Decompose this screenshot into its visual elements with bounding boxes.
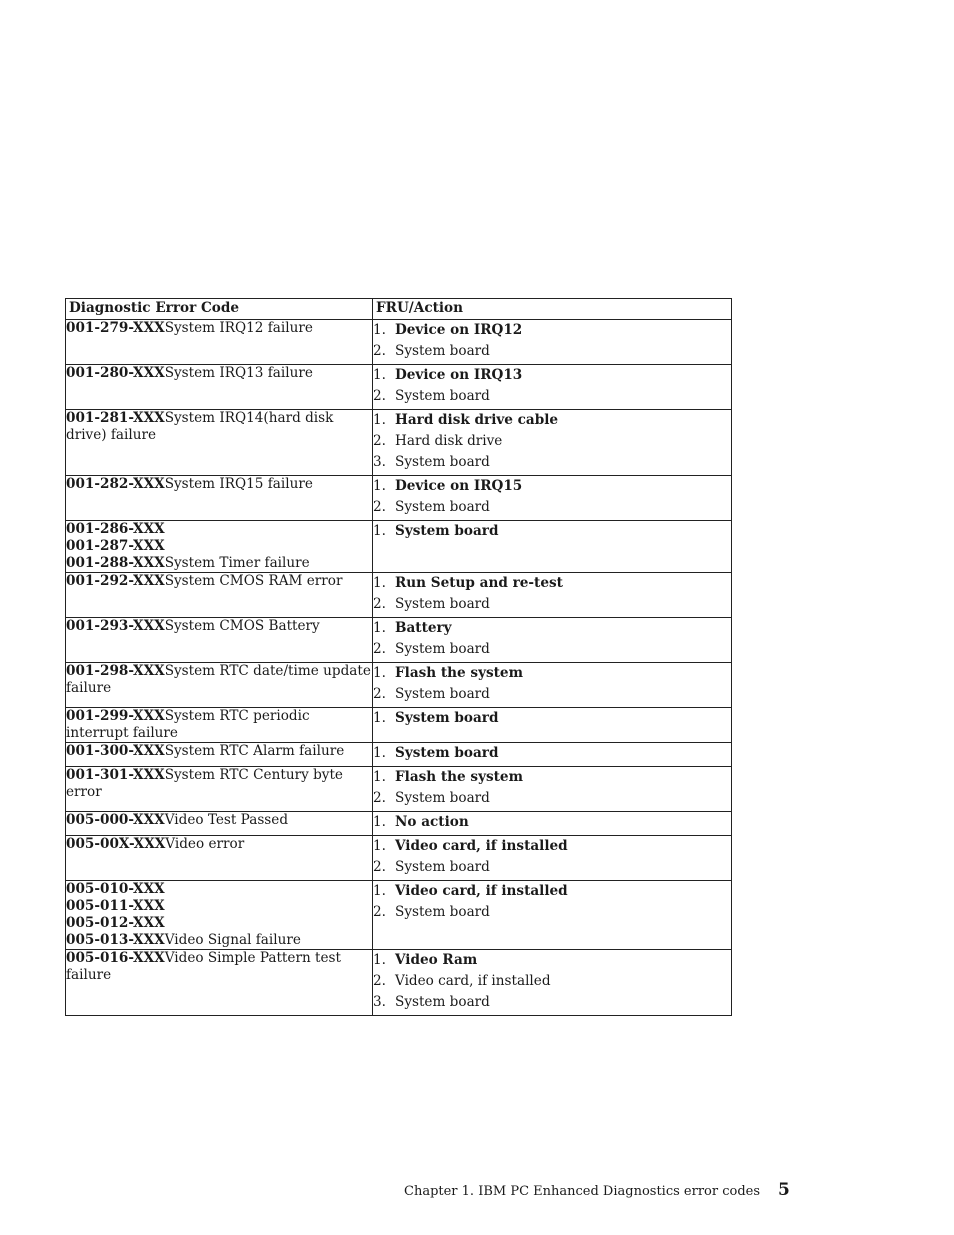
error-code-line: [66, 881, 372, 898]
error-code-line: [66, 932, 372, 949]
error-description: System RTC date/time update failure: [66, 663, 371, 696]
action-text: System board: [395, 388, 490, 404]
action-text: System board: [395, 454, 490, 470]
action-number: 1.: [373, 745, 386, 761]
action-item: [373, 973, 731, 990]
table-body: [66, 320, 732, 1016]
action-text: System board: [395, 790, 490, 806]
error-code: 001-300-XXX: [66, 743, 165, 759]
action-list: [373, 367, 731, 405]
error-code: 005-012-XXX: [66, 915, 165, 931]
fru-action-cell: [373, 881, 732, 950]
action-number: 3.: [373, 994, 386, 1010]
error-code-cell: [66, 767, 373, 812]
action-number: 1.: [373, 883, 386, 899]
action-list: [373, 838, 731, 876]
action-number: 2.: [373, 388, 386, 404]
fru-action-cell: [373, 320, 732, 365]
action-number: 2.: [373, 596, 386, 612]
action-item: [373, 859, 731, 876]
table-row: [66, 365, 732, 410]
action-item: [373, 388, 731, 405]
error-code-line: [66, 812, 372, 829]
chapter-title: Chapter 1. IBM PC Enhanced Diagnostics error codes: [404, 1184, 761, 1199]
action-text: Flash the system: [395, 665, 523, 681]
table-row: [66, 767, 732, 812]
error-code-cell: [66, 708, 373, 743]
action-item: [373, 523, 731, 540]
table-row: [66, 410, 732, 476]
action-item: [373, 994, 731, 1011]
error-code: 001-281-XXX: [66, 410, 165, 426]
error-code: 001-282-XXX: [66, 476, 165, 492]
error-code-cell: [66, 410, 373, 476]
error-code: 005-011-XXX: [66, 898, 165, 914]
error-code-line: [66, 320, 372, 337]
action-item: [373, 883, 731, 900]
action-list: [373, 523, 731, 540]
action-text: Run Setup and re-test: [395, 575, 563, 591]
error-description: System IRQ14(hard disk drive) failure: [66, 410, 334, 443]
error-code-line: [66, 663, 372, 697]
page-footer: [404, 1180, 790, 1200]
error-code-line: [66, 538, 372, 555]
action-number: 2.: [373, 790, 386, 806]
action-item: [373, 904, 731, 921]
error-code-line: [66, 836, 372, 853]
action-number: 1.: [373, 838, 386, 854]
fru-action-cell: [373, 767, 732, 812]
action-item: [373, 575, 731, 592]
action-number: 1.: [373, 814, 386, 830]
error-code: 001-298-XXX: [66, 663, 165, 679]
action-number: 2.: [373, 859, 386, 875]
error-code-cell: [66, 521, 373, 573]
action-number: 1.: [373, 322, 386, 338]
action-item: [373, 641, 731, 658]
action-text: System board: [395, 710, 499, 726]
action-number: 1.: [373, 412, 386, 428]
action-text: System board: [395, 523, 499, 539]
fru-action-cell: [373, 743, 732, 767]
table-row: [66, 663, 732, 708]
error-code: 005-013-XXX: [66, 932, 165, 948]
action-list: [373, 575, 731, 613]
fru-action-cell: [373, 812, 732, 836]
action-number: 2.: [373, 686, 386, 702]
error-code: 001-301-XXX: [66, 767, 165, 783]
action-text: Device on IRQ13: [395, 367, 523, 383]
table-row: [66, 812, 732, 836]
action-text: Video Ram: [395, 952, 478, 968]
error-description: System Timer failure: [164, 555, 310, 571]
error-code-cell: [66, 950, 373, 1016]
action-item: [373, 838, 731, 855]
table-row: [66, 708, 732, 743]
action-item: [373, 952, 731, 969]
action-text: Video card, if installed: [395, 883, 568, 899]
action-item: [373, 769, 731, 786]
action-list: [373, 478, 731, 516]
action-number: 1.: [373, 523, 386, 539]
error-code-cell: [66, 573, 373, 618]
page-number: 5: [778, 1180, 790, 1200]
action-item: [373, 710, 731, 727]
action-text: System board: [395, 859, 490, 875]
action-text: Video card, if installed: [395, 838, 568, 854]
table-row: [66, 618, 732, 663]
action-list: [373, 814, 731, 831]
fru-action-cell: [373, 410, 732, 476]
error-description: Video Test Passed: [164, 812, 289, 828]
column-header-code: Diagnostic Error Code: [66, 299, 373, 320]
action-text: Hard disk drive cable: [395, 412, 559, 428]
table-row: [66, 476, 732, 521]
error-code-line: [66, 618, 372, 635]
action-text: System board: [395, 641, 490, 657]
fru-action-cell: [373, 663, 732, 708]
action-item: [373, 686, 731, 703]
action-text: System board: [395, 596, 490, 612]
fru-action-cell: [373, 573, 732, 618]
action-text: Device on IRQ15: [395, 478, 523, 494]
error-description: Video Simple Pattern test failure: [66, 950, 341, 983]
error-description: System IRQ13 failure: [164, 365, 313, 381]
error-code-table: [65, 298, 732, 1016]
error-description: System RTC periodic interrupt failure: [66, 708, 310, 741]
error-code: 001-288-XXX: [66, 555, 165, 571]
action-item: [373, 412, 731, 429]
error-code: 001-287-XXX: [66, 538, 165, 554]
action-item: [373, 620, 731, 637]
action-list: [373, 952, 731, 1011]
action-item: [373, 343, 731, 360]
error-code: 001-286-XXX: [66, 521, 165, 537]
action-list: [373, 883, 731, 921]
action-text: System board: [395, 994, 490, 1010]
error-code-cell: [66, 881, 373, 950]
action-text: System board: [395, 499, 490, 515]
error-code-line: [66, 521, 372, 538]
action-item: [373, 745, 731, 762]
action-number: 2.: [373, 499, 386, 515]
action-item: [373, 478, 731, 495]
error-code: 001-280-XXX: [66, 365, 165, 381]
action-text: System board: [395, 343, 490, 359]
fru-action-cell: [373, 365, 732, 410]
error-code: 005-000-XXX: [66, 812, 165, 828]
error-description: System IRQ15 failure: [164, 476, 313, 492]
action-item: [373, 454, 731, 471]
error-code-line: [66, 476, 372, 493]
action-item: [373, 367, 731, 384]
error-code: 005-00X-XXX: [66, 836, 166, 852]
error-description: System CMOS Battery: [164, 618, 320, 634]
error-code-line: [66, 915, 372, 932]
fru-action-cell: [373, 618, 732, 663]
fru-action-cell: [373, 708, 732, 743]
action-list: [373, 322, 731, 360]
error-description: System RTC Alarm failure: [164, 743, 345, 759]
error-code-cell: [66, 320, 373, 365]
error-code-cell: [66, 663, 373, 708]
action-number: 1.: [373, 478, 386, 494]
table-row: [66, 950, 732, 1016]
error-description: System CMOS RAM error: [164, 573, 343, 589]
error-description: Video error: [165, 836, 245, 852]
error-description: Video Signal failure: [164, 932, 301, 948]
table-row: [66, 881, 732, 950]
action-text: Flash the system: [395, 769, 523, 785]
action-item: [373, 499, 731, 516]
action-number: 3.: [373, 454, 386, 470]
action-text: System board: [395, 904, 490, 920]
error-code-line: [66, 555, 372, 572]
error-code-line: [66, 410, 372, 444]
error-code: 001-299-XXX: [66, 708, 165, 724]
error-code: 001-293-XXX: [66, 618, 165, 634]
action-number: 1.: [373, 952, 386, 968]
action-list: [373, 710, 731, 727]
error-code: 001-292-XXX: [66, 573, 165, 589]
action-text: System board: [395, 686, 490, 702]
table-row: [66, 743, 732, 767]
error-code-line: [66, 365, 372, 382]
action-list: [373, 745, 731, 762]
action-number: 1.: [373, 710, 386, 726]
action-item: [373, 596, 731, 613]
action-item: [373, 814, 731, 831]
error-code-line: [66, 767, 372, 801]
table-row: [66, 836, 732, 881]
action-list: [373, 769, 731, 807]
fru-action-cell: [373, 521, 732, 573]
error-code-cell: [66, 812, 373, 836]
error-code-cell: [66, 476, 373, 521]
error-code-line: [66, 708, 372, 742]
table-header-row: [66, 299, 732, 320]
fru-action-cell: [373, 836, 732, 881]
action-number: 1.: [373, 769, 386, 785]
action-number: 2.: [373, 433, 386, 449]
error-code: 005-010-XXX: [66, 881, 165, 897]
action-item: [373, 322, 731, 339]
action-item: [373, 790, 731, 807]
error-description: System RTC Century byte error: [66, 767, 343, 800]
action-text: Device on IRQ12: [395, 322, 523, 338]
error-code-line: [66, 743, 372, 760]
column-header-action: FRU/Action: [373, 299, 732, 320]
action-number: 2.: [373, 973, 386, 989]
action-text: System board: [395, 745, 499, 761]
error-code-line: [66, 898, 372, 915]
fru-action-cell: [373, 950, 732, 1016]
action-text: Battery: [395, 620, 452, 636]
action-text: Video card, if installed: [395, 973, 551, 989]
action-list: [373, 665, 731, 703]
action-number: 1.: [373, 620, 386, 636]
table-row: [66, 521, 732, 573]
action-number: 2.: [373, 641, 386, 657]
table-row: [66, 573, 732, 618]
action-number: 1.: [373, 665, 386, 681]
action-item: [373, 665, 731, 682]
action-number: 1.: [373, 367, 386, 383]
error-code-line: [66, 950, 372, 984]
action-item: [373, 433, 731, 450]
error-code-cell: [66, 743, 373, 767]
error-code: 005-016-XXX: [66, 950, 165, 966]
action-text: Hard disk drive: [395, 433, 503, 449]
action-text: No action: [395, 814, 469, 830]
error-code-cell: [66, 836, 373, 881]
fru-action-cell: [373, 476, 732, 521]
error-description: System IRQ12 failure: [164, 320, 313, 336]
action-number: 1.: [373, 575, 386, 591]
table-row: [66, 320, 732, 365]
action-list: [373, 412, 731, 471]
error-code: 001-279-XXX: [66, 320, 165, 336]
error-code-line: [66, 573, 372, 590]
error-code-cell: [66, 365, 373, 410]
action-number: 2.: [373, 343, 386, 359]
error-code-cell: [66, 618, 373, 663]
action-number: 2.: [373, 904, 386, 920]
action-list: [373, 620, 731, 658]
